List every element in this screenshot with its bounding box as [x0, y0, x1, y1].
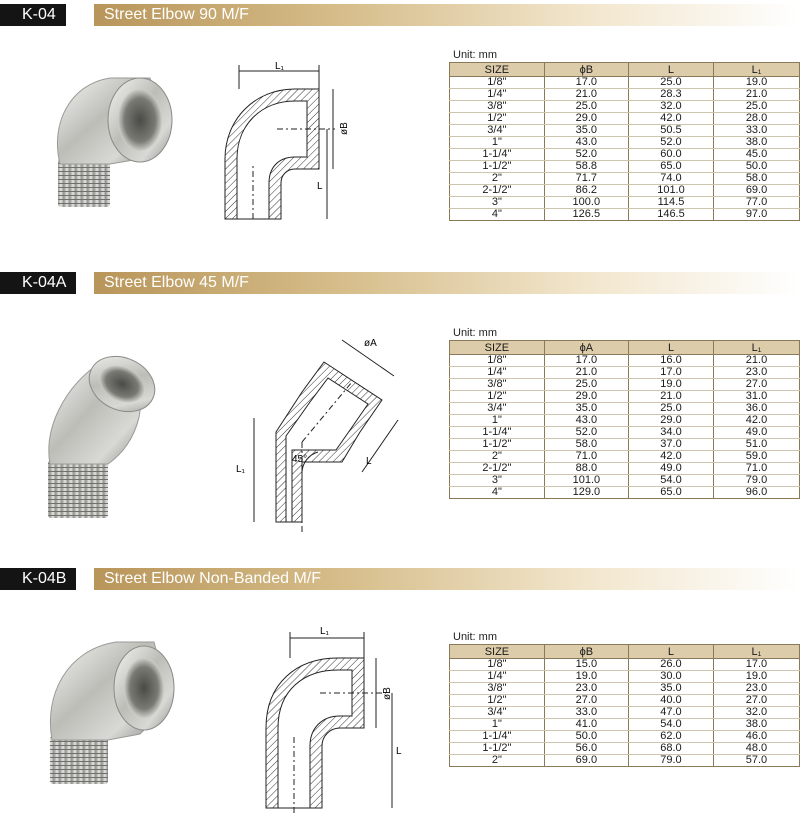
cell-size: 3/8": [450, 683, 545, 695]
column-header: SIZE: [450, 63, 545, 77]
cell-value: 33.0: [544, 707, 628, 719]
cell-value: 45.0: [714, 149, 800, 161]
cell-value: 52.0: [628, 137, 713, 149]
cell-size: 1": [450, 137, 545, 149]
product-photo: [40, 64, 190, 214]
column-header: L: [628, 63, 713, 77]
cell-value: 17.0: [544, 77, 628, 89]
spec-table: [449, 644, 800, 767]
cell-value: 40.0: [628, 695, 713, 707]
table-row: [450, 671, 800, 683]
cell-value: 59.0: [714, 451, 800, 463]
column-header: L₁: [714, 341, 800, 355]
cell-value: 17.0: [544, 355, 628, 367]
column-header: L₁: [713, 645, 799, 659]
cell-size: 2": [450, 755, 545, 767]
cell-value: 74.0: [628, 173, 713, 185]
cell-value: 21.0: [714, 89, 800, 101]
dim-label-diameter: øA: [364, 338, 377, 349]
cell-value: 71.0: [544, 451, 628, 463]
cell-value: 62.0: [628, 731, 713, 743]
column-header: SIZE: [450, 341, 545, 355]
cell-value: 65.0: [629, 487, 714, 499]
dim-label-l: L: [317, 181, 323, 192]
dim-label-l1: L₁: [320, 626, 329, 637]
cell-value: 50.0: [544, 731, 628, 743]
table-row: [450, 185, 800, 197]
cell-size: 1/4": [450, 367, 545, 379]
cell-value: 43.0: [544, 415, 628, 427]
dim-label-diameter: øB: [339, 122, 350, 135]
table-row: [450, 77, 800, 89]
cell-value: 129.0: [544, 487, 628, 499]
cell-value: 34.0: [629, 427, 714, 439]
cell-value: 35.0: [544, 403, 628, 415]
cell-value: 38.0: [714, 137, 800, 149]
cell-value: 25.0: [544, 379, 628, 391]
cell-value: 49.0: [629, 463, 714, 475]
table-row: [450, 683, 800, 695]
table-header-row: [450, 63, 800, 77]
cell-value: 77.0: [714, 197, 800, 209]
cell-size: 4": [450, 487, 545, 499]
cell-value: 21.0: [544, 367, 628, 379]
cell-size: 1/8": [450, 659, 545, 671]
technical-drawing: [215, 59, 365, 239]
cell-value: 37.0: [629, 439, 714, 451]
column-header: L: [628, 645, 713, 659]
section-header: [0, 272, 800, 294]
cell-value: 27.0: [544, 695, 628, 707]
cell-value: 52.0: [544, 427, 628, 439]
spec-table: [449, 62, 800, 221]
dim-label-l1: L₁: [275, 61, 284, 72]
cell-value: 25.0: [544, 101, 628, 113]
table-row: [450, 439, 800, 451]
table-row: [450, 695, 800, 707]
table-row: [450, 209, 800, 221]
table-row: [450, 391, 800, 403]
product-title: Street Elbow 90 M/F: [104, 6, 249, 23]
table-row: [450, 89, 800, 101]
dim-label-diameter: øB: [382, 687, 393, 700]
cell-value: 43.0: [544, 137, 628, 149]
cell-value: 57.0: [713, 755, 799, 767]
product-code: K-04B: [0, 568, 76, 590]
column-header: ϕB: [544, 645, 628, 659]
cell-value: 51.0: [714, 439, 800, 451]
cell-value: 19.0: [544, 671, 628, 683]
cell-size: 3": [450, 197, 545, 209]
cell-size: 3": [450, 475, 545, 487]
cell-value: 58.0: [544, 439, 628, 451]
table-row: [450, 149, 800, 161]
cell-value: 47.0: [628, 707, 713, 719]
cell-size: 1/2": [450, 695, 545, 707]
section-header: [0, 4, 800, 26]
unit-label: Unit: mm: [453, 631, 497, 643]
cell-value: 46.0: [713, 731, 799, 743]
cell-size: 1/8": [450, 77, 545, 89]
cell-value: 96.0: [714, 487, 800, 499]
cell-value: 26.0: [628, 659, 713, 671]
dim-label-l1: L₁: [236, 464, 245, 475]
table-row: [450, 113, 800, 125]
cell-value: 31.0: [714, 391, 800, 403]
cell-value: 35.0: [628, 683, 713, 695]
cell-value: 27.0: [713, 695, 799, 707]
cell-value: 88.0: [544, 463, 628, 475]
section-k04: [0, 4, 800, 264]
cell-value: 79.0: [628, 755, 713, 767]
table-row: [450, 487, 800, 499]
cell-value: 65.0: [628, 161, 713, 173]
table-row: [450, 161, 800, 173]
cell-value: 33.0: [714, 125, 800, 137]
table-row: [450, 101, 800, 113]
cell-value: 21.0: [714, 355, 800, 367]
angle-label: 45°: [292, 454, 308, 465]
spec-table: [449, 340, 800, 499]
cell-value: 23.0: [714, 367, 800, 379]
cell-size: 1/2": [450, 113, 545, 125]
section-header: [0, 568, 800, 590]
table-row: [450, 707, 800, 719]
cell-size: 1-1/4": [450, 427, 545, 439]
cell-value: 25.0: [629, 403, 714, 415]
cell-size: 1-1/2": [450, 439, 545, 451]
cell-value: 146.5: [628, 209, 713, 221]
cell-value: 17.0: [629, 367, 714, 379]
cell-value: 114.5: [628, 197, 713, 209]
cell-value: 54.0: [628, 719, 713, 731]
cell-value: 17.0: [713, 659, 799, 671]
cell-value: 58.0: [714, 173, 800, 185]
section-k04a: [0, 272, 800, 542]
cell-value: 71.7: [544, 173, 628, 185]
technical-drawing: [232, 322, 402, 552]
cell-value: 126.5: [544, 209, 628, 221]
cell-size: 1-1/4": [450, 731, 545, 743]
cell-value: 29.0: [544, 391, 628, 403]
cell-value: 23.0: [544, 683, 628, 695]
table-row: [450, 137, 800, 149]
column-header: SIZE: [450, 645, 545, 659]
cell-size: 1": [450, 719, 545, 731]
column-header: L₁: [714, 63, 800, 77]
cell-value: 86.2: [544, 185, 628, 197]
unit-label: Unit: mm: [453, 327, 497, 339]
cell-value: 49.0: [714, 427, 800, 439]
cell-value: 101.0: [544, 475, 628, 487]
cell-value: 32.0: [713, 707, 799, 719]
cell-value: 52.0: [544, 149, 628, 161]
cell-size: 3/4": [450, 707, 545, 719]
table-row: [450, 355, 800, 367]
table-row: [450, 197, 800, 209]
cell-value: 68.0: [628, 743, 713, 755]
table-header-row: [450, 341, 800, 355]
cell-size: 3/4": [450, 403, 545, 415]
cell-value: 25.0: [628, 77, 713, 89]
cell-value: 16.0: [629, 355, 714, 367]
cell-size: 3/8": [450, 101, 545, 113]
cell-value: 69.0: [714, 185, 800, 197]
cell-size: 1/2": [450, 391, 545, 403]
table-row: [450, 659, 800, 671]
technical-drawing: [250, 618, 410, 818]
cell-size: 1/4": [450, 89, 545, 101]
cell-value: 56.0: [544, 743, 628, 755]
section-k04b: [0, 568, 800, 815]
cell-size: 1-1/2": [450, 161, 545, 173]
table-row: [450, 731, 800, 743]
table-row: [450, 403, 800, 415]
cell-value: 42.0: [628, 113, 713, 125]
cell-value: 28.0: [714, 113, 800, 125]
cell-value: 38.0: [713, 719, 799, 731]
cell-size: 2": [450, 451, 545, 463]
table-row: [450, 367, 800, 379]
cell-value: 42.0: [629, 451, 714, 463]
product-code: K-04A: [0, 272, 76, 294]
cell-size: 2": [450, 173, 545, 185]
cell-value: 41.0: [544, 719, 628, 731]
cell-size: 3/8": [450, 379, 545, 391]
cell-value: 29.0: [629, 415, 714, 427]
cell-value: 21.0: [629, 391, 714, 403]
cell-value: 28.3: [628, 89, 713, 101]
table-row: [450, 719, 800, 731]
table-row: [450, 173, 800, 185]
cell-size: 1/8": [450, 355, 545, 367]
table-row: [450, 475, 800, 487]
cell-value: 27.0: [714, 379, 800, 391]
cell-size: 1": [450, 415, 545, 427]
cell-value: 35.0: [544, 125, 628, 137]
table-row: [450, 125, 800, 137]
cell-value: 19.0: [629, 379, 714, 391]
cell-value: 60.0: [628, 149, 713, 161]
column-header: ϕB: [544, 63, 628, 77]
table-row: [450, 427, 800, 439]
table-row: [450, 743, 800, 755]
product-title: Street Elbow 45 M/F: [104, 274, 249, 291]
cell-value: 69.0: [544, 755, 628, 767]
cell-value: 97.0: [714, 209, 800, 221]
table-row: [450, 451, 800, 463]
cell-value: 29.0: [544, 113, 628, 125]
table-row: [450, 755, 800, 767]
cell-value: 32.0: [628, 101, 713, 113]
cell-value: 100.0: [544, 197, 628, 209]
column-header: L: [629, 341, 714, 355]
cell-size: 2-1/2": [450, 185, 545, 197]
cell-size: 1-1/2": [450, 743, 545, 755]
cell-value: 50.0: [714, 161, 800, 173]
dim-label-l: L: [366, 456, 372, 467]
cell-value: 25.0: [714, 101, 800, 113]
cell-value: 19.0: [713, 671, 799, 683]
cell-value: 79.0: [714, 475, 800, 487]
product-photo: [38, 340, 168, 540]
cell-value: 71.0: [714, 463, 800, 475]
table-row: [450, 463, 800, 475]
cell-value: 21.0: [544, 89, 628, 101]
product-title: Street Elbow Non-Banded M/F: [104, 570, 321, 587]
cell-value: 50.5: [628, 125, 713, 137]
cell-size: 2-1/2": [450, 463, 545, 475]
cell-size: 1/4": [450, 671, 545, 683]
table-row: [450, 379, 800, 391]
table-header-row: [450, 645, 800, 659]
cell-value: 42.0: [714, 415, 800, 427]
cell-value: 58.8: [544, 161, 628, 173]
cell-value: 15.0: [544, 659, 628, 671]
unit-label: Unit: mm: [453, 49, 497, 61]
product-photo: [36, 626, 186, 786]
table-row: [450, 415, 800, 427]
cell-value: 30.0: [628, 671, 713, 683]
cell-size: 3/4": [450, 125, 545, 137]
cell-value: 101.0: [628, 185, 713, 197]
dim-label-l: L: [396, 746, 402, 757]
cell-value: 36.0: [714, 403, 800, 415]
cell-value: 19.0: [714, 77, 800, 89]
cell-value: 48.0: [713, 743, 799, 755]
cell-value: 54.0: [629, 475, 714, 487]
cell-value: 23.0: [713, 683, 799, 695]
cell-size: 4": [450, 209, 545, 221]
product-code: K-04: [0, 4, 66, 26]
column-header: ϕA: [544, 341, 628, 355]
cell-size: 1-1/4": [450, 149, 545, 161]
